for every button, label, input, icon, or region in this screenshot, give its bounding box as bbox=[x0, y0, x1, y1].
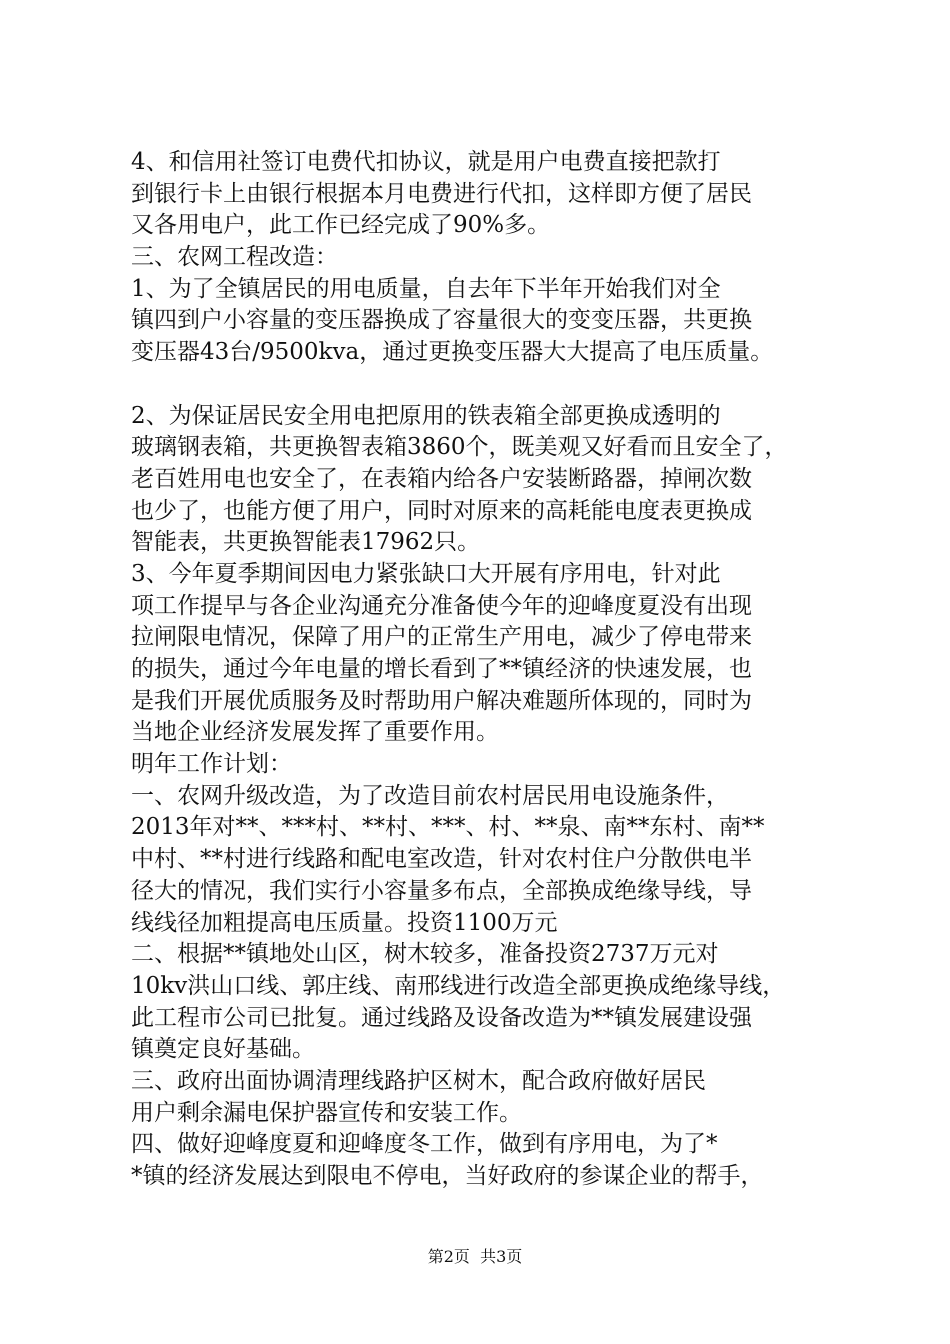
text-line: 用户剩余漏电保护器宣传和安装工作。 bbox=[131, 1099, 522, 1126]
text-line: 4、和信用社签订电费代扣协议，就是用户电费直接把款打 bbox=[131, 149, 721, 175]
text-line: 镇四到户小容量的变压器换成了容量很大的变变压器，共更换 bbox=[131, 307, 752, 334]
text-line: 明年工作计划： bbox=[131, 751, 292, 778]
text-line: 项工作提早与各企业沟通充分准备使今年的迎峰度夏没有出现 bbox=[131, 592, 752, 619]
blank-line bbox=[131, 369, 831, 401]
text-line: 2、为保证居民安全用电把原用的铁表箱全部更换成透明的 bbox=[131, 402, 721, 429]
text-line: 镇奠定良好基础。 bbox=[131, 1036, 315, 1063]
text-line: 智能表，共更换智能表17962只。 bbox=[131, 529, 481, 556]
text-line: 此工程市公司已批复。通过线路及设备改造为**镇发展建设强 bbox=[131, 1004, 752, 1031]
text-line: 四、做好迎峰度夏和迎峰度冬工作，做到有序用电，为了* bbox=[131, 1131, 718, 1158]
text-line: 拉闸限电情况，保障了用户的正常生产用电，减少了停电带来 bbox=[131, 624, 752, 651]
text-line: 3、今年夏季期间因电力紧张缺口大开展有序用电，针对此 bbox=[131, 560, 721, 587]
text-line: 又各用电户，此工作已经完成了90%多。 bbox=[131, 212, 551, 239]
text-line: 老百姓用电也安全了，在表箱内给各户安装断路器，掉闸次数 bbox=[131, 465, 752, 492]
page-number-footer: 第2页 共3页 bbox=[427, 1247, 523, 1266]
text-line: 10kv洪山口线、郭庄线、南邢线进行改造全部更换成绝缘导线， bbox=[131, 972, 786, 999]
text-line: 也少了，也能方便了用户，同时对原来的高耗能电度表更换成 bbox=[131, 497, 752, 524]
text-line: *镇的经济发展达到限电不停电，当好政府的参谋企业的帮手， bbox=[131, 1163, 764, 1189]
text-line: 到银行卡上由银行根据本月电费进行代扣，这样即方便了居民 bbox=[131, 180, 752, 207]
text-line: 一、农网升级改造，为了改造目前农村居民用电设施条件， bbox=[131, 782, 729, 809]
text-line: 是我们开展优质服务及时帮助用户解决难题所体现的，同时为 bbox=[131, 687, 752, 714]
document-body bbox=[131, 147, 831, 1193]
text-line: 2013年对**、***村、**村、***、村、**泉、南**东村、南** bbox=[131, 814, 765, 841]
text-line: 当地企业经济发展发挥了重要作用。 bbox=[131, 719, 499, 746]
text-line: 二、根据**镇地处山区，树木较多，准备投资2737万元对 bbox=[131, 941, 719, 968]
text-line: 三、政府出面协调清理线路护区树木，配合政府做好居民 bbox=[131, 1067, 706, 1094]
text-line: 玻璃钢表箱，共更换智表箱3860个，既美观又好看而且安全了， bbox=[131, 434, 788, 461]
text-line: 1、为了全镇居民的用电质量，自去年下半年开始我们对全 bbox=[131, 275, 721, 302]
text-line: 变压器43台/9500kva，通过更换变压器大大提高了电压质量。 bbox=[131, 339, 774, 366]
text-line: 中村、**村进行线路和配电室改造，针对农村住户分散供电半 bbox=[131, 846, 752, 873]
text-line: 三、农网工程改造： bbox=[131, 244, 338, 271]
text-line: 线线径加粗提高电压质量。投资1100万元 bbox=[131, 909, 558, 936]
text-line: 径大的情况，我们实行小容量多布点，全部换成绝缘导线，导 bbox=[131, 877, 752, 904]
text-line: 的损失，通过今年电量的增长看到了**镇经济的快速发展，也 bbox=[131, 656, 752, 682]
